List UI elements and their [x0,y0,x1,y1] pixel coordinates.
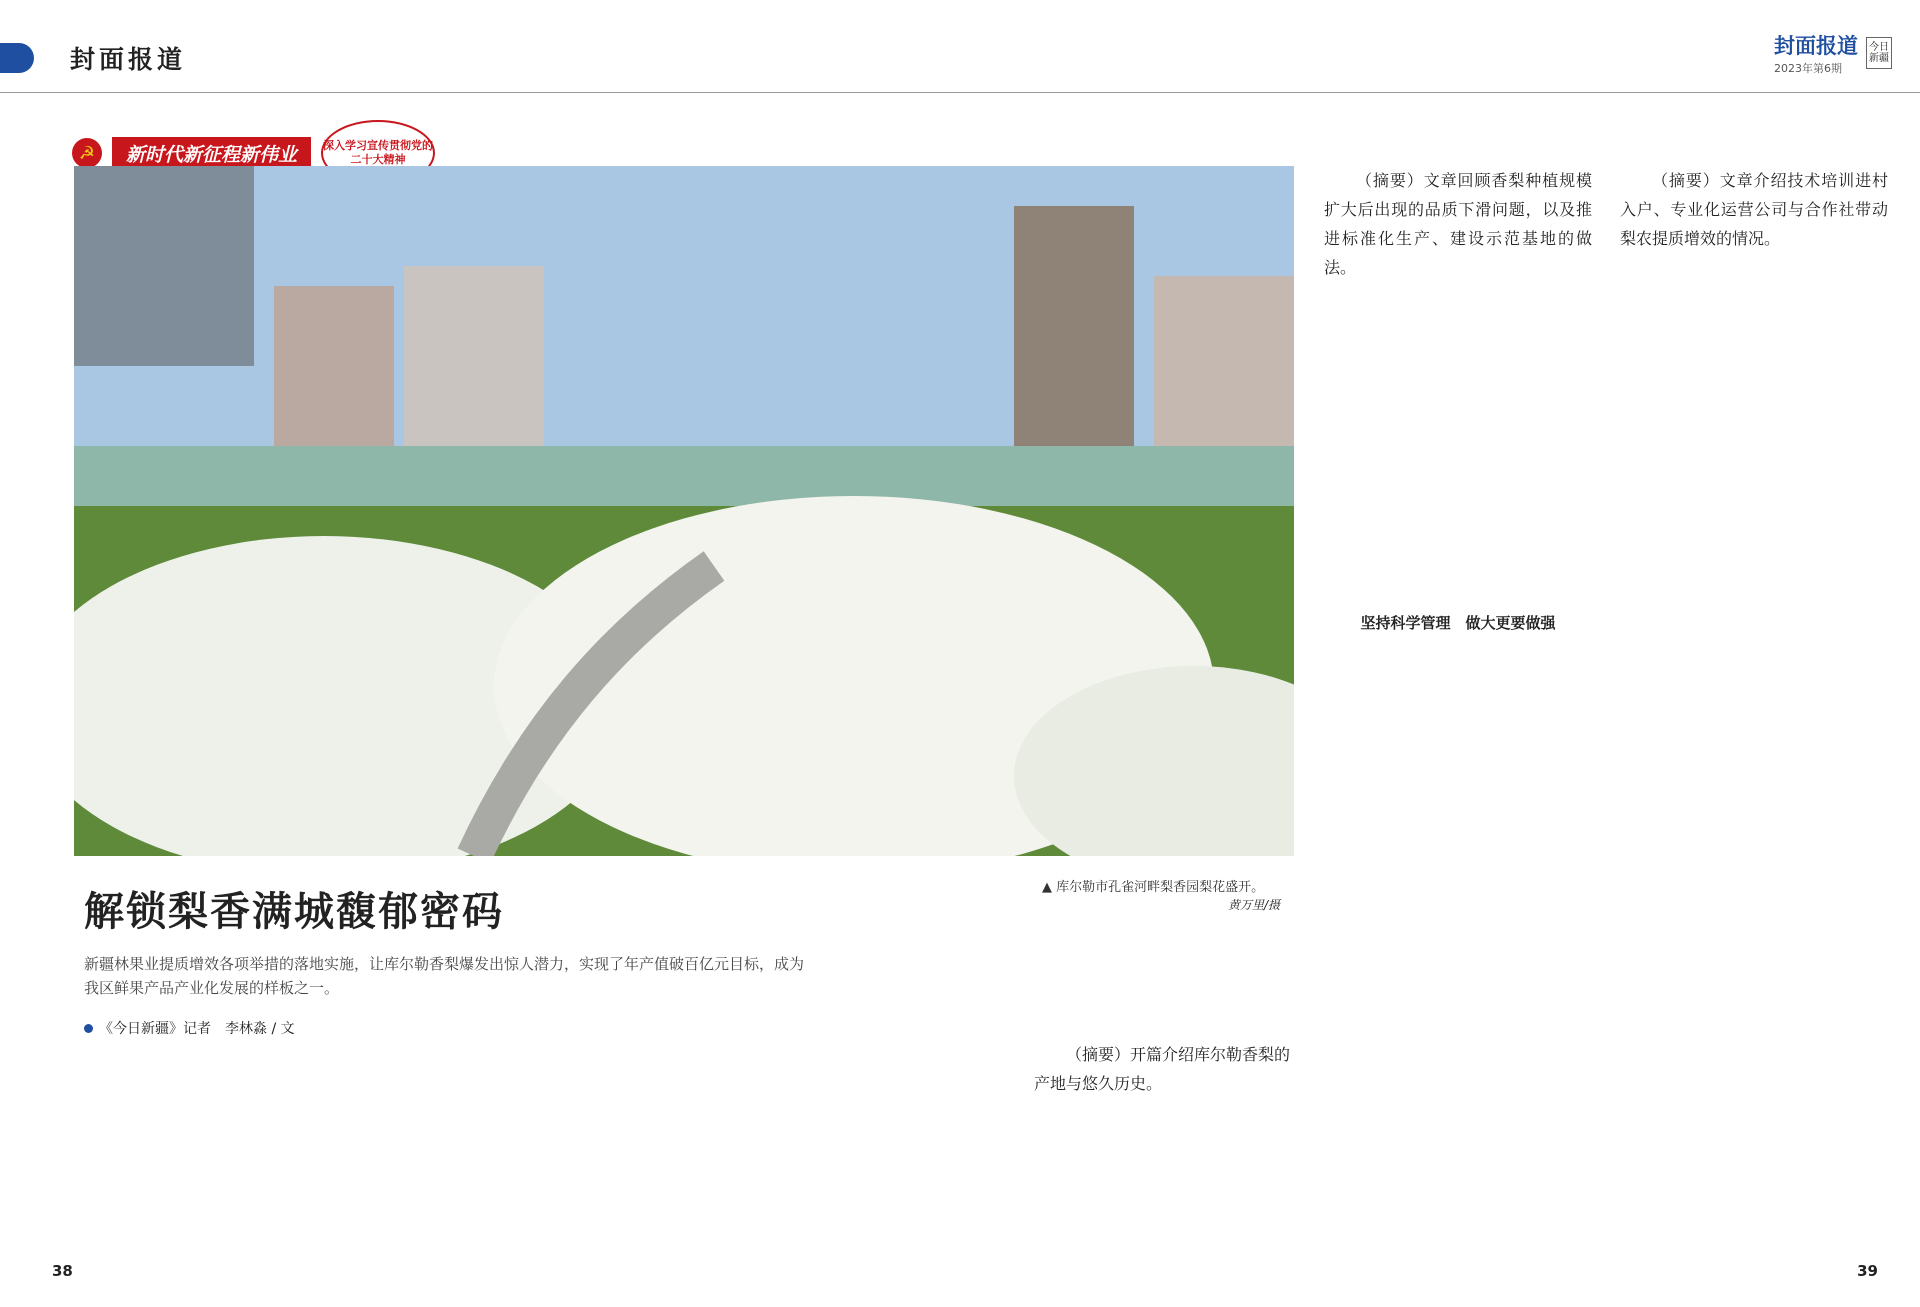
article-byline [84,1018,295,1038]
section-tab [0,43,34,73]
masthead-box: 今日新疆 [1866,37,1892,69]
article-headline: 解锁梨香满城馥郁密码 [84,889,504,935]
series-label: 新时代新征程新伟业 [112,137,311,170]
page-number-left: 38 [52,1262,73,1280]
section-title: 封面报道 [70,45,187,74]
top-rule [0,92,1920,93]
page-number-right: 39 [1857,1262,1878,1280]
column-subhead: 坚持科学管理 做大更要做强 [1360,614,1556,632]
byline-dot-icon [84,1024,93,1033]
photo-credit: 黄万里/摄 [1228,898,1281,912]
masthead [1774,30,1892,76]
photo-caption: ▲ 库尔勒市孔雀河畔梨香园梨花盛开。 [1042,880,1265,895]
byline-text: 《今日新疆》记者 李林淼 / 文 [99,1021,295,1037]
article-lede: 新疆林果业提质增效各项举措的落地实施，让库尔勒香梨爆发出惊人潜力，实现了年产值破百亿元目标，成为我区鲜果产品产业化发展的样板之一。 [84,955,805,997]
masthead-issue: 2023年第6期 [1774,62,1842,75]
masthead-logo: 封面报道 [1774,34,1858,58]
party-emblem-icon: ☭ [72,138,102,168]
section-header [0,38,186,78]
cover-photo [74,166,1294,856]
photo-caption-text: 库尔勒市孔雀河畔梨香园梨花盛开。 [1056,880,1265,895]
series-badge: 深入学习宣传贯彻党的二十大精神 [321,120,435,186]
body-column-summary-b: （摘要）文章回顾香梨种植规模扩大后出现的品质下滑问题，以及推进标准化生产、建设示范基地的做法。 [1324,171,1592,277]
body-column-summary-a: （摘要）开篇介绍库尔勒香梨的产地与悠久历史。 [1034,1045,1291,1093]
photo-illustration [74,166,1294,856]
body-column-summary-c: （摘要）文章介绍技术培训进村入户、专业化运营公司与合作社带动梨农提质增效的情况。 [1620,171,1888,248]
